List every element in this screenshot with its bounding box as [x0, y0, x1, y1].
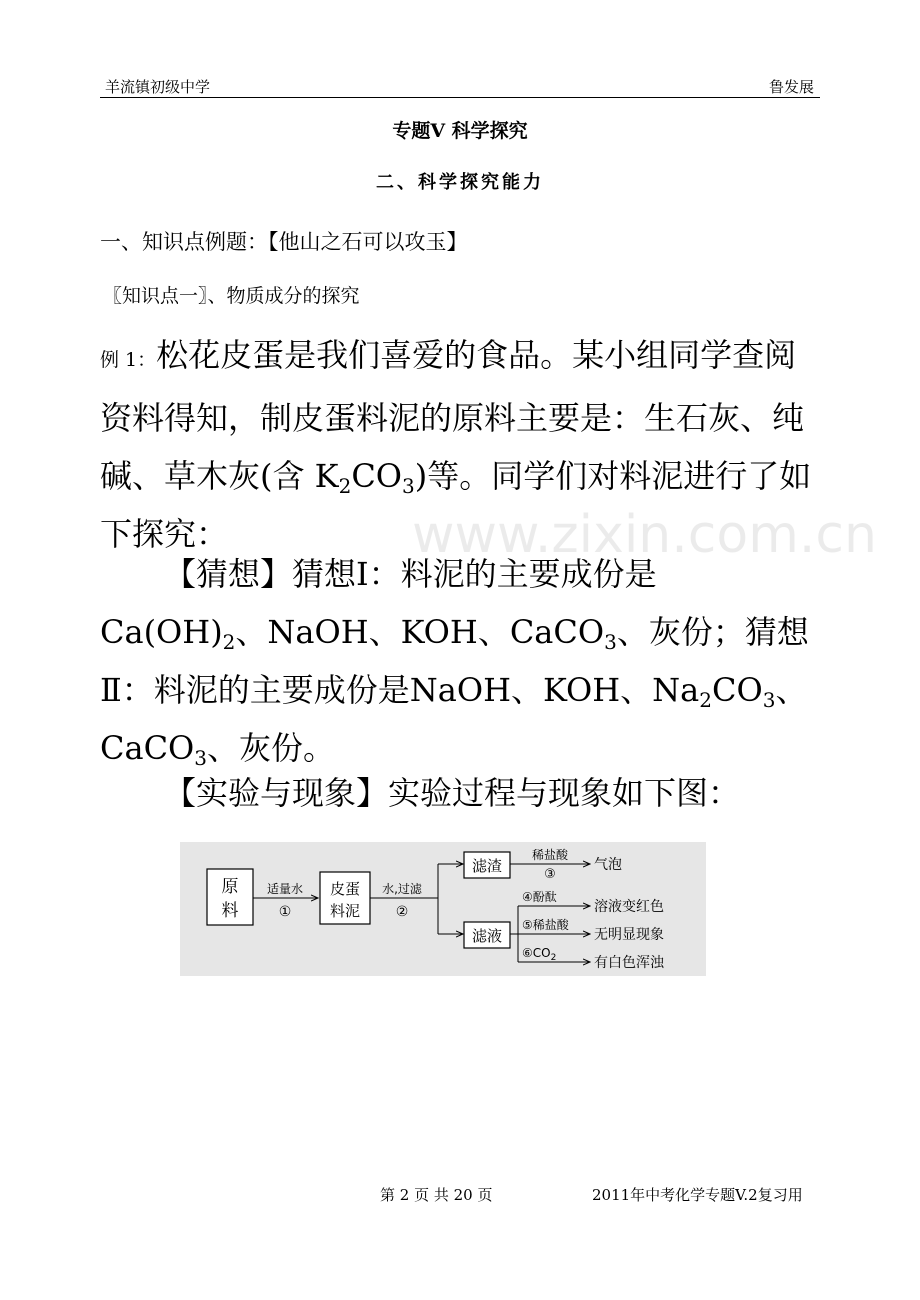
knowledge-point-heading: 〖知识点一〗、物质成分的探究 — [103, 285, 360, 307]
filtrate-acid-result: 无明显现象 — [594, 927, 664, 943]
example-text-3: )等。同学们对料泥进行了如下探究： — [100, 457, 812, 553]
step2-number: ② — [395, 904, 409, 920]
residue-label: 滤渣 — [471, 857, 503, 875]
co2-label-main: ⑥CO — [522, 946, 551, 960]
co2-label — [522, 946, 556, 963]
step1-number: ① — [278, 904, 292, 920]
guess-paragraph — [100, 545, 820, 777]
guess-e-sub: 3 — [194, 746, 208, 770]
filtrate-acid-label: ⑤稀盐酸 — [522, 918, 569, 932]
guess-d: CO — [711, 671, 763, 709]
guess-d-sub: 3 — [762, 688, 776, 712]
page-title: 专题Ⅴ 科学探究 — [392, 120, 528, 142]
step2-label: 水,过滤 — [382, 882, 422, 896]
guess-c-sub: 2 — [699, 688, 712, 712]
guess-a-sub: 2 — [222, 630, 236, 654]
example-text-2: CO — [351, 457, 403, 495]
page-subtitle: 二、科学探究能力 — [376, 172, 544, 193]
experiment-heading: 【实验与现象】实验过程与现象如下图： — [164, 774, 741, 812]
egg-mud-label-2: 料泥 — [329, 902, 361, 920]
phenolphthalein-result: 溶液变红色 — [594, 899, 664, 915]
experiment-flow-diagram — [180, 842, 706, 976]
guess-a: 【猜想】猜想Ⅰ：料泥的主要成份是Ca(OH) — [100, 555, 657, 651]
co2-result: 有白色浑浊 — [594, 955, 664, 971]
phenolphthalein-label: ④酚酞 — [522, 890, 557, 904]
co2-label-sub: 2 — [550, 953, 557, 963]
step1-label: 适量水 — [266, 882, 304, 896]
footer-page-number: 第 2 页 共 20 页 — [380, 1186, 493, 1204]
guess-c: 、灰份；猜想Ⅱ：料泥的主要成份是NaOH、KOH、Na — [100, 613, 809, 709]
example-sub-1: 2 — [338, 474, 352, 498]
residue-result: 气泡 — [594, 857, 622, 873]
guess-b: 、NaOH、KOH、CaCO — [235, 613, 605, 651]
raw-material-label-1: 原 — [221, 877, 239, 897]
residue-acid-label: 稀盐酸 — [531, 848, 569, 862]
residue-step-number: ③ — [544, 867, 556, 882]
example-text-1: 松花皮蛋是我们喜爱的食品。某小组同学查阅资料得知，制皮蛋料泥的原料主要是：生石灰、纯碱、草木灰(含 K — [100, 336, 805, 495]
example-label: 例 1： — [100, 349, 157, 371]
example-sub-2: 3 — [402, 474, 415, 498]
footer-doc-info: 2011年中考化学专题V.2复习用 — [592, 1186, 803, 1204]
header-school: 羊流镇初级中学 — [105, 78, 211, 96]
section-heading: 一、知识点例题：【他山之石可以攻玉】 — [100, 230, 468, 254]
guess-f: 、灰份。 — [207, 729, 336, 767]
header-author: 鲁发展 — [768, 78, 814, 96]
filtrate-label: 滤液 — [471, 927, 503, 945]
guess-b-sub: 3 — [604, 630, 617, 654]
guess-e: 、CaCO — [100, 671, 808, 767]
header-divider — [100, 97, 820, 98]
raw-material-label-2: 料 — [221, 901, 239, 921]
watermark: www.zixin.com.cn — [412, 505, 877, 565]
egg-mud-label-1: 皮蛋 — [329, 880, 361, 898]
